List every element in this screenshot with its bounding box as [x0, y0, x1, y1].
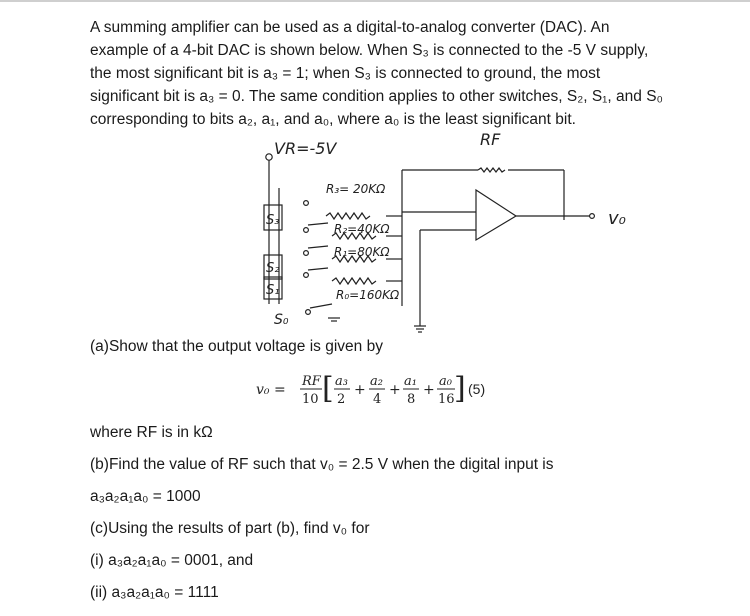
input-b: a₃a₂a₁a₀ = 1000	[90, 488, 201, 505]
intro-line-1: A summing amplifier can be used as a digital-to-analog converter (DAC). An	[90, 19, 610, 36]
s0-label: S₀	[274, 312, 289, 328]
eq-term-den: 16	[438, 392, 455, 407]
eq-bracket-left: [	[322, 371, 334, 406]
op-amp-symbol	[476, 190, 516, 240]
eq-term-num: a₃	[335, 374, 348, 389]
intro-line-4: significant bit is a₃ = 0. The same condition applies to other switches, S₂, S₁, and S₀	[90, 88, 663, 105]
vo-label: v₀	[608, 208, 626, 229]
intro-line-2: example of a 4-bit DAC is shown below. When S₃ is connected to the -5 V supply,	[90, 42, 649, 59]
s1-label: S₁	[266, 283, 280, 298]
r3-label: R₃= 20KΩ	[326, 182, 386, 196]
eq-term-den: 8	[407, 392, 416, 407]
eq-term-num: a₁	[404, 374, 417, 389]
eq-plus: +	[354, 382, 366, 398]
dac-circuit-diagram	[240, 128, 680, 338]
eq-bracket-right: ]	[454, 371, 466, 406]
s2-label: S₂	[266, 261, 280, 276]
input-c1: (i) a₃a₂a₁a₀ = 0001, and	[90, 552, 254, 569]
rf-label: RF	[480, 130, 501, 149]
resistor-rf	[478, 168, 505, 172]
output-node	[590, 214, 595, 219]
input-c2: (ii) a₃a₂a₁a₀ = 1111	[90, 584, 219, 601]
part-b: (b)Find the value of RF such that v₀ = 2.5 V when the digital input is	[90, 456, 554, 473]
eq-term-num: a₂	[370, 374, 383, 389]
vr-node	[266, 154, 272, 160]
eq-plus: +	[423, 382, 435, 398]
top-border	[0, 0, 750, 2]
eq-lhs: v₀ =	[256, 382, 286, 398]
part-a: (a)Show that the output voltage is given by	[90, 338, 383, 355]
resistor-r3	[326, 213, 370, 219]
intro-line-5: corresponding to bits a₂, a₁, and a₀, where a₀ is the least significant bit.	[90, 111, 576, 128]
output-voltage-equation	[256, 366, 516, 412]
vr-label: VR=-5V	[274, 139, 337, 158]
part-c: (c)Using the results of part (b), find v₀ for	[90, 520, 370, 537]
eq-number: (5)	[468, 381, 486, 397]
eq-term-den: 2	[337, 392, 346, 407]
where-note: where RF is in kΩ	[90, 424, 213, 441]
r0-label: R₀=160KΩ	[336, 288, 400, 302]
eq-term-den: 4	[373, 392, 382, 407]
r2-label: R₂=40KΩ	[334, 222, 390, 236]
eq-term-num: a₀	[439, 374, 452, 389]
eq-coef-den: 10	[302, 392, 319, 407]
problem-intro	[90, 16, 700, 131]
resistor-r0	[332, 278, 376, 284]
s3-label: S₃	[266, 213, 280, 228]
intro-line-3: the most significant bit is a₃ = 1; when S₃ is connected to ground, the most	[90, 65, 601, 82]
eq-coef-num: RF	[302, 374, 321, 389]
eq-plus: +	[389, 382, 401, 398]
r1-label: R₁=80KΩ	[334, 245, 390, 259]
